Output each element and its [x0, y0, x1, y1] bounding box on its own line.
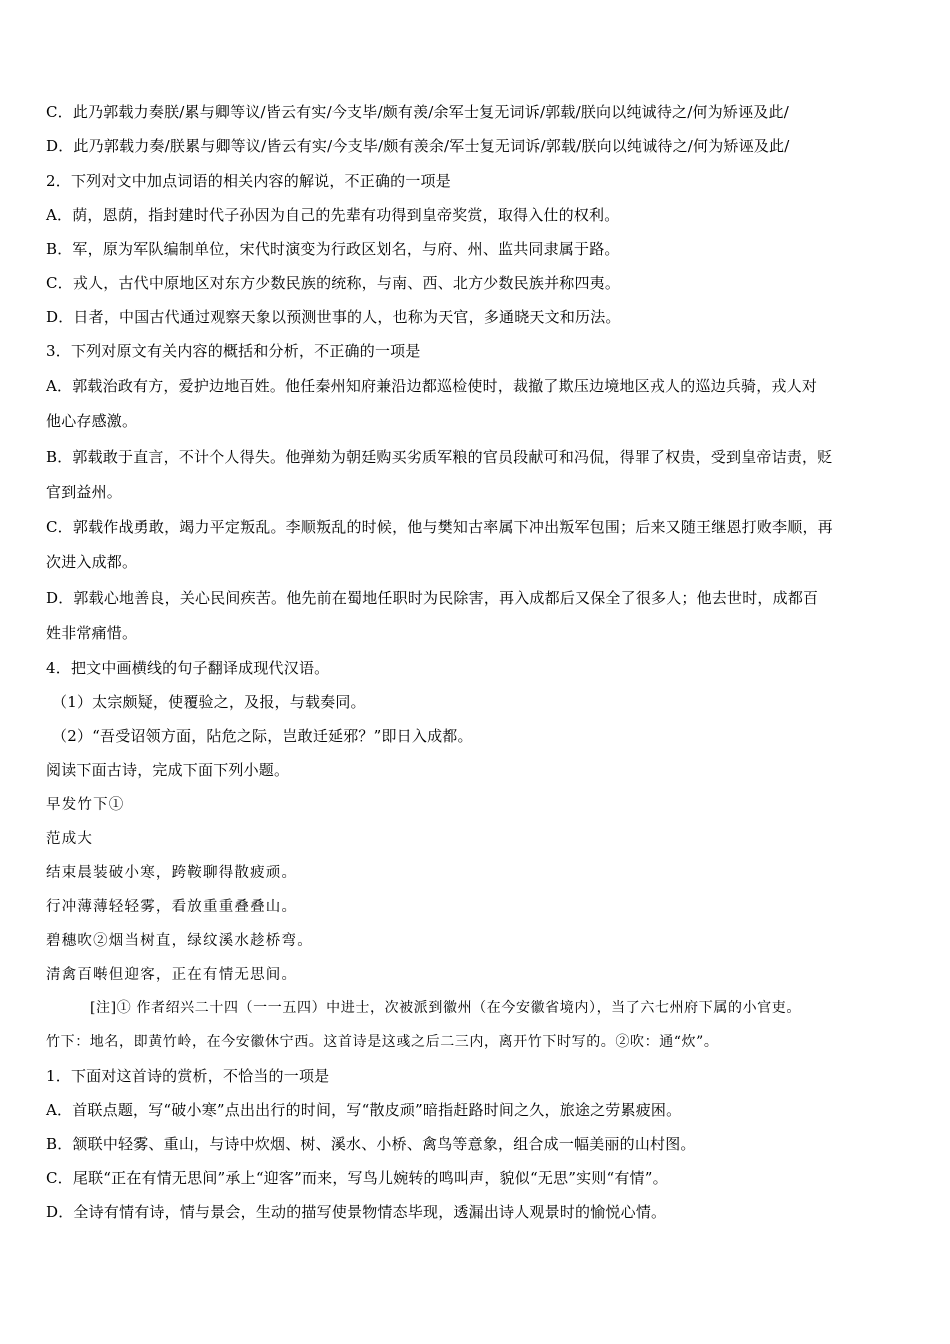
question-2-stem: 2．下列对文中加点词语的相关内容的解说，不正确的一项是: [46, 172, 451, 190]
question-2-option-a: A．荫，恩荫，指封建时代子孙因为自己的先辈有功得到皇帝奖赏，取得入仕的权利。: [46, 206, 620, 224]
poem-question-1-option-a: A．首联点题，写“破小寒”点出出行的时间，写“散皮顽”暗指赶路时间之久，旅途之劳累疲困。: [46, 1101, 682, 1119]
poem-title: 早发竹下①: [46, 797, 125, 813]
question-3-option-c-line1: C．郭载作战勇敢，竭力平定叛乱。李顺叛乱的时候，他与樊知古率属下冲出叛军包围；后来又随王继恩打败李顺，再: [46, 518, 833, 536]
poem-line-3: 碧穗吹②烟当树直，绿纹溪水趁桥弯。: [46, 933, 313, 949]
question-3-stem: 3．下列对原文有关内容的概括和分析，不正确的一项是: [46, 342, 421, 360]
question-2-option-c: C．戎人，古代中原地区对东方少数民族的统称，与南、西、北方少数民族并称四夷。: [46, 274, 621, 292]
poem-line-2: 行冲薄薄轻轻雾，看放重重叠叠山。: [46, 899, 298, 915]
option-c-punctuation: C．此乃郭载力奏朕/累与卿等议/皆云有实/今支毕/颇有羡/余军士复无词诉/郭载/朕向以纯诚待之/何为矫诬及此/: [46, 103, 789, 121]
poem-question-1-option-c: C．尾联“正在有情无思间”承上“迎客”而来，写鸟儿婉转的鸣叫声，貌似“无思”实则“有情”。: [46, 1169, 668, 1187]
poem-question-1-option-b: B．颔联中轻雾、重山，与诗中炊烟、树、溪水、小桥、禽鸟等意象，组合成一幅美丽的山村图。: [46, 1135, 696, 1153]
poem-line-4: 清禽百啭但迎客，正在有情无思间。: [46, 967, 298, 983]
poem-note-line-2: 竹下：地名，即黄竹岭，在今安徽休宁西。这首诗是这彧之后二三内，离开竹下时写的。②吹：通“炊”。: [46, 1034, 719, 1050]
poem-note-line-1: [注]① 作者绍兴二十四（一一五四）中进士，次被派到徽州（在今安徽省境内），当了六七州府下属的小官吏。: [90, 1000, 801, 1016]
poem-line-1: 结束晨装破小寒，跨鞍聊得散疲顽。: [46, 865, 298, 881]
question-3-option-b-line2: 官到益州。: [46, 483, 123, 501]
question-3-option-d-line1: D．郭载心地善良，关心民间疾苦。他先前在蜀地任职时为民除害，再入成都后又保全了很多人；他去世时，成都百: [46, 589, 819, 607]
poem-question-1-option-d: D．全诗有情有诗，情与景会，生动的描写使景物情态毕现，透漏出诗人观景时的愉悦心情。: [46, 1203, 667, 1221]
question-3-option-b-line1: B．郭载敢于直言，不计个人得失。他弹劾为朝廷购买劣质军粮的官员段献可和冯侃，得罪了权贵，受到皇帝诘责，贬: [46, 448, 833, 466]
question-4-stem: 4．把文中画横线的句子翻译成现代汉语。: [46, 659, 330, 677]
poem-question-1-stem: 1．下面对这首诗的赏析，不恰当的一项是: [46, 1067, 330, 1085]
poem-reading-instruction: 阅读下面古诗，完成下面下列小题。: [46, 761, 290, 779]
poem-author: 范成大: [46, 831, 94, 847]
question-4-sentence-1: （1）太宗颇疑，使覆验之，及报，与载奏同。: [52, 693, 366, 711]
question-2-option-d: D．日者，中国古代通过观察天象以预测世事的人，也称为天官，多通晓天文和历法。: [46, 308, 621, 326]
question-3-option-c-line2: 次进入成都。: [46, 553, 138, 571]
question-3-option-d-line2: 姓非常痛惜。: [46, 624, 138, 642]
option-d-punctuation: D．此乃郭载力奏/朕累与卿等议/皆云有实/今支毕/颇有羡余/军士复无词诉/郭载/朕向以纯诚待之/何为矫诬及此/: [46, 137, 790, 155]
question-3-option-a-line2: 他心存感激。: [46, 412, 138, 430]
question-4-sentence-2: （2）“吾受诏领方面，阽危之际，岂敢迁延邪？”即日入成都。: [52, 727, 473, 745]
question-2-option-b: B．军，原为军队编制单位，宋代时演变为行政区划名，与府、州、监共同隶属于路。: [46, 240, 620, 258]
question-3-option-a-line1: A．郭载治政有方，爱护边地百姓。他任秦州知府兼沿边都巡检使时，裁撤了欺压边境地区戎人的巡边兵骑，戎人对: [46, 377, 818, 395]
